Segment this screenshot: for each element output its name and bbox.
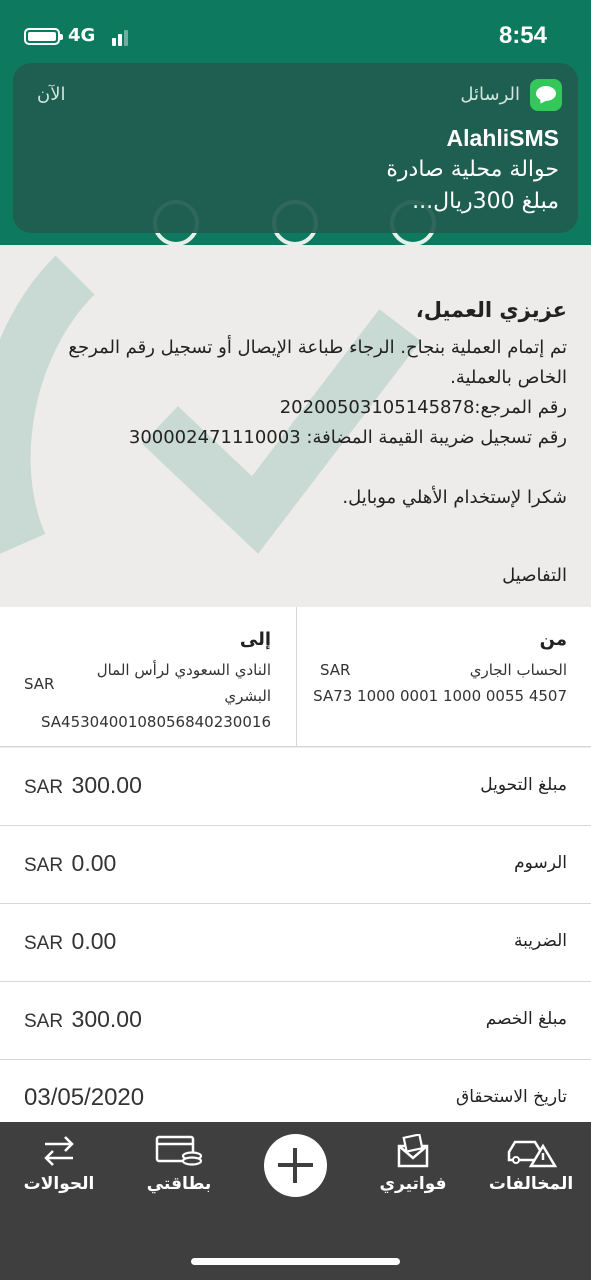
car-warning-icon <box>505 1134 557 1168</box>
row-value <box>24 772 142 799</box>
row-value <box>24 850 116 877</box>
from-account-name: الحساب الجاري <box>469 661 567 679</box>
to-name-line-2: البشري <box>224 687 271 705</box>
from-currency: SAR <box>320 661 351 679</box>
notification-title: AlahliSMS <box>446 125 559 151</box>
notification-time: الآن <box>37 84 66 105</box>
bills-envelope-icon <box>395 1134 431 1168</box>
clock: 8:54 <box>498 22 547 49</box>
from-to-card <box>0 607 591 747</box>
messages-app-icon <box>530 79 562 111</box>
signal-icon <box>112 30 132 46</box>
network-type: 4G <box>68 25 96 46</box>
from-iban: SA73 1000 0001 1000 0055 4507 <box>313 687 567 705</box>
to-iban: SA4530400108056840230016 <box>40 713 271 731</box>
nav-transfers[interactable] <box>4 1134 114 1214</box>
status-bar <box>0 0 591 72</box>
row-amount: 0.00 <box>71 928 117 954</box>
row-label: الضريبة <box>513 931 567 951</box>
details-heading: التفاصيل <box>502 565 567 586</box>
due-date-value <box>24 1084 144 1112</box>
row-currency: SAR <box>24 855 64 876</box>
reference-number: رقم المرجع:20200503105145878 <box>279 397 567 418</box>
column-divider <box>296 607 297 747</box>
row-value <box>24 928 116 955</box>
due-date-label: تاريخ الاستحقاق <box>456 1087 567 1107</box>
tax-row <box>0 904 591 982</box>
vat-number: رقم تسجيل ضريبة القيمة المضافة: 300002471110003 <box>128 427 567 448</box>
nav-cards[interactable] <box>124 1134 234 1214</box>
battery-icon <box>24 28 60 45</box>
to-currency: SAR <box>24 675 55 693</box>
greeting: عزيزي العميل، <box>415 298 567 322</box>
row-amount: 300.00 <box>71 1006 142 1032</box>
card-coins-icon <box>154 1134 204 1168</box>
to-title: إلى <box>239 629 271 650</box>
sms-notification[interactable] <box>13 63 578 233</box>
row-amount: 300.00 <box>71 772 142 798</box>
to-name-line-1: النادي السعودي لرأس المال <box>96 661 271 679</box>
nav-violations-label: المخالفات <box>488 1174 574 1194</box>
success-line-1: تم إتمام العملية بنجاح. الرجاء طباعة الإيصال أو تسجيل رقم المرجع <box>68 337 567 358</box>
row-value <box>24 1006 142 1033</box>
row-label: مبلغ التحويل <box>480 775 567 795</box>
from-title: من <box>539 629 567 650</box>
debit-amount-row <box>0 982 591 1060</box>
nav-bills-label: فواتيري <box>379 1174 447 1194</box>
success-message-area <box>0 245 591 607</box>
success-line-2: الخاص بالعملية. <box>450 367 567 388</box>
notification-app-name: الرسائل <box>460 84 520 105</box>
bottom-navigation <box>0 1122 591 1280</box>
due-date: 03/05/2020 <box>24 1084 145 1111</box>
notification-line-1: حوالة محلية صادرة <box>386 157 559 182</box>
nav-bills[interactable] <box>358 1134 468 1214</box>
add-button[interactable] <box>264 1134 327 1197</box>
row-amount: 0.00 <box>71 850 117 876</box>
row-label: الرسوم <box>514 853 567 873</box>
notification-line-2: مبلغ 300ريال... <box>412 189 559 214</box>
fees-row <box>0 826 591 904</box>
row-currency: SAR <box>24 1011 64 1032</box>
thanks-text: شكرا لإستخدام الأهلي موبايل. <box>342 487 567 508</box>
nav-transfers-label: الحوالات <box>23 1174 95 1194</box>
nav-cards-label: بطاقتي <box>146 1174 212 1194</box>
row-currency: SAR <box>24 933 64 954</box>
row-label: مبلغ الخصم <box>485 1009 567 1029</box>
home-indicator[interactable] <box>191 1258 400 1265</box>
nav-violations[interactable] <box>476 1134 586 1214</box>
transfer-arrows-icon <box>41 1134 77 1168</box>
row-currency: SAR <box>24 777 64 798</box>
transfer-amount-row <box>0 748 591 826</box>
